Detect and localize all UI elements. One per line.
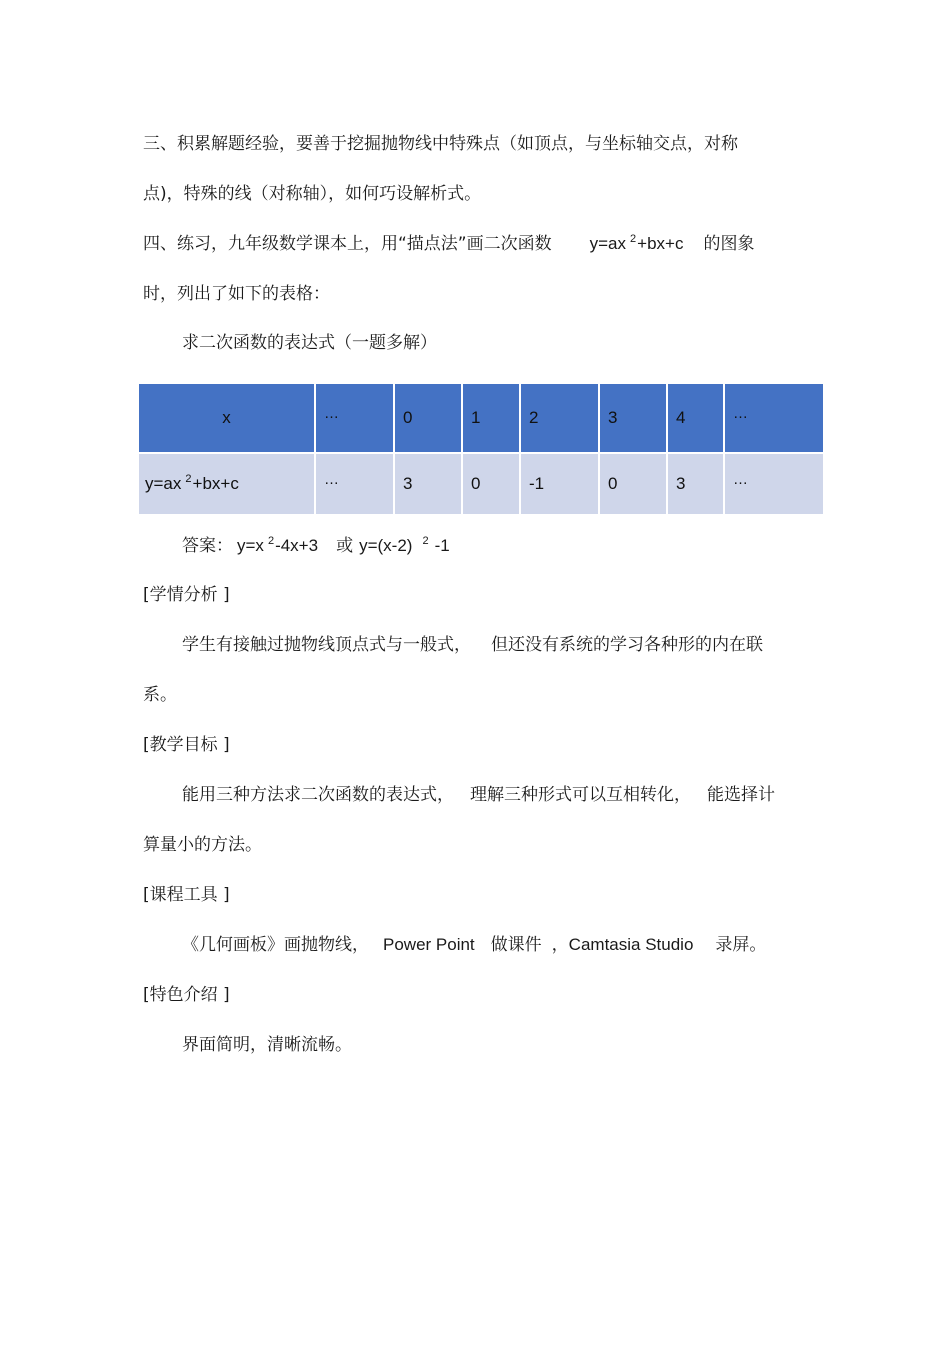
table-header-cell: 4	[667, 383, 724, 453]
table-cell: 0	[599, 453, 667, 515]
table-header-cell: x	[138, 383, 315, 453]
answer-or: 或	[336, 536, 354, 556]
table-row	[138, 453, 824, 515]
table-header-cell: 1	[462, 383, 520, 453]
analysis-heading: [学情分析 ]	[143, 585, 230, 605]
goal-line1: 能用三种方法求二次函数的表达式， 理解三种形式可以互相转化， 能选择计	[182, 785, 775, 805]
paragraph-four-line1	[143, 233, 754, 257]
table-cell: 3	[394, 453, 462, 515]
table-caption: 求二次函数的表达式（一题多解）	[182, 333, 437, 353]
analysis-line2: 系。	[143, 685, 177, 705]
table-header-cell: …	[724, 383, 824, 453]
table-cell: 3	[667, 453, 724, 515]
answer-formula-1: y=x $^2$-4x+3	[237, 535, 319, 555]
paragraph-three-line2: 点)，特殊的线（对称轴），如何巧设解析式。	[143, 184, 482, 204]
goal-heading: [教学目标 ]	[143, 735, 230, 755]
table-header-cell: 2	[520, 383, 599, 453]
paragraph-three-line1: 三、积累解题经验，要善于挖掘抛物线中特殊点（如顶点，与坐标轴交点，对称	[143, 134, 738, 154]
table-header-row	[138, 383, 824, 453]
tools-heading: [课程工具 ]	[143, 885, 230, 905]
paragraph-four-line2: 时，列出了如下的表格：	[143, 284, 330, 304]
table-row-label: y=ax $^2$+bx+c	[138, 453, 315, 515]
table-cell: 0	[462, 453, 520, 515]
formula-quadratic: y=ax $^2$+bx+c	[589, 233, 684, 253]
answer-formula-2: y=(x-2) $^2$ -1	[359, 535, 450, 555]
value-table	[137, 382, 825, 516]
table-cell: -1	[520, 453, 599, 515]
answer-label: 答案：	[182, 536, 233, 556]
table-header-cell: …	[315, 383, 394, 453]
goal-line2: 算量小的方法。	[143, 835, 262, 855]
table-header-cell: 3	[599, 383, 667, 453]
paragraph-four-tail: 的图象	[703, 234, 755, 254]
feature-heading: [特色介绍 ]	[143, 985, 230, 1005]
feature-line: 界面简明，清晰流畅。	[182, 1035, 352, 1055]
table-cell: …	[724, 453, 824, 515]
table-cell: …	[315, 453, 394, 515]
table-header-cell: 0	[394, 383, 462, 453]
answer-line	[182, 535, 450, 559]
paragraph-four-text: 四、练习，九年级数学课本上，用“描点法”画二次函数	[143, 234, 552, 254]
tools-line: 《几何画板》画抛物线， Power Point 做课件 ，Camtasia Studio 录屏。	[182, 935, 767, 955]
analysis-line1: 学生有接触过抛物线顶点式与一般式， 但还没有系统的学习各种形的内在联	[182, 635, 763, 655]
